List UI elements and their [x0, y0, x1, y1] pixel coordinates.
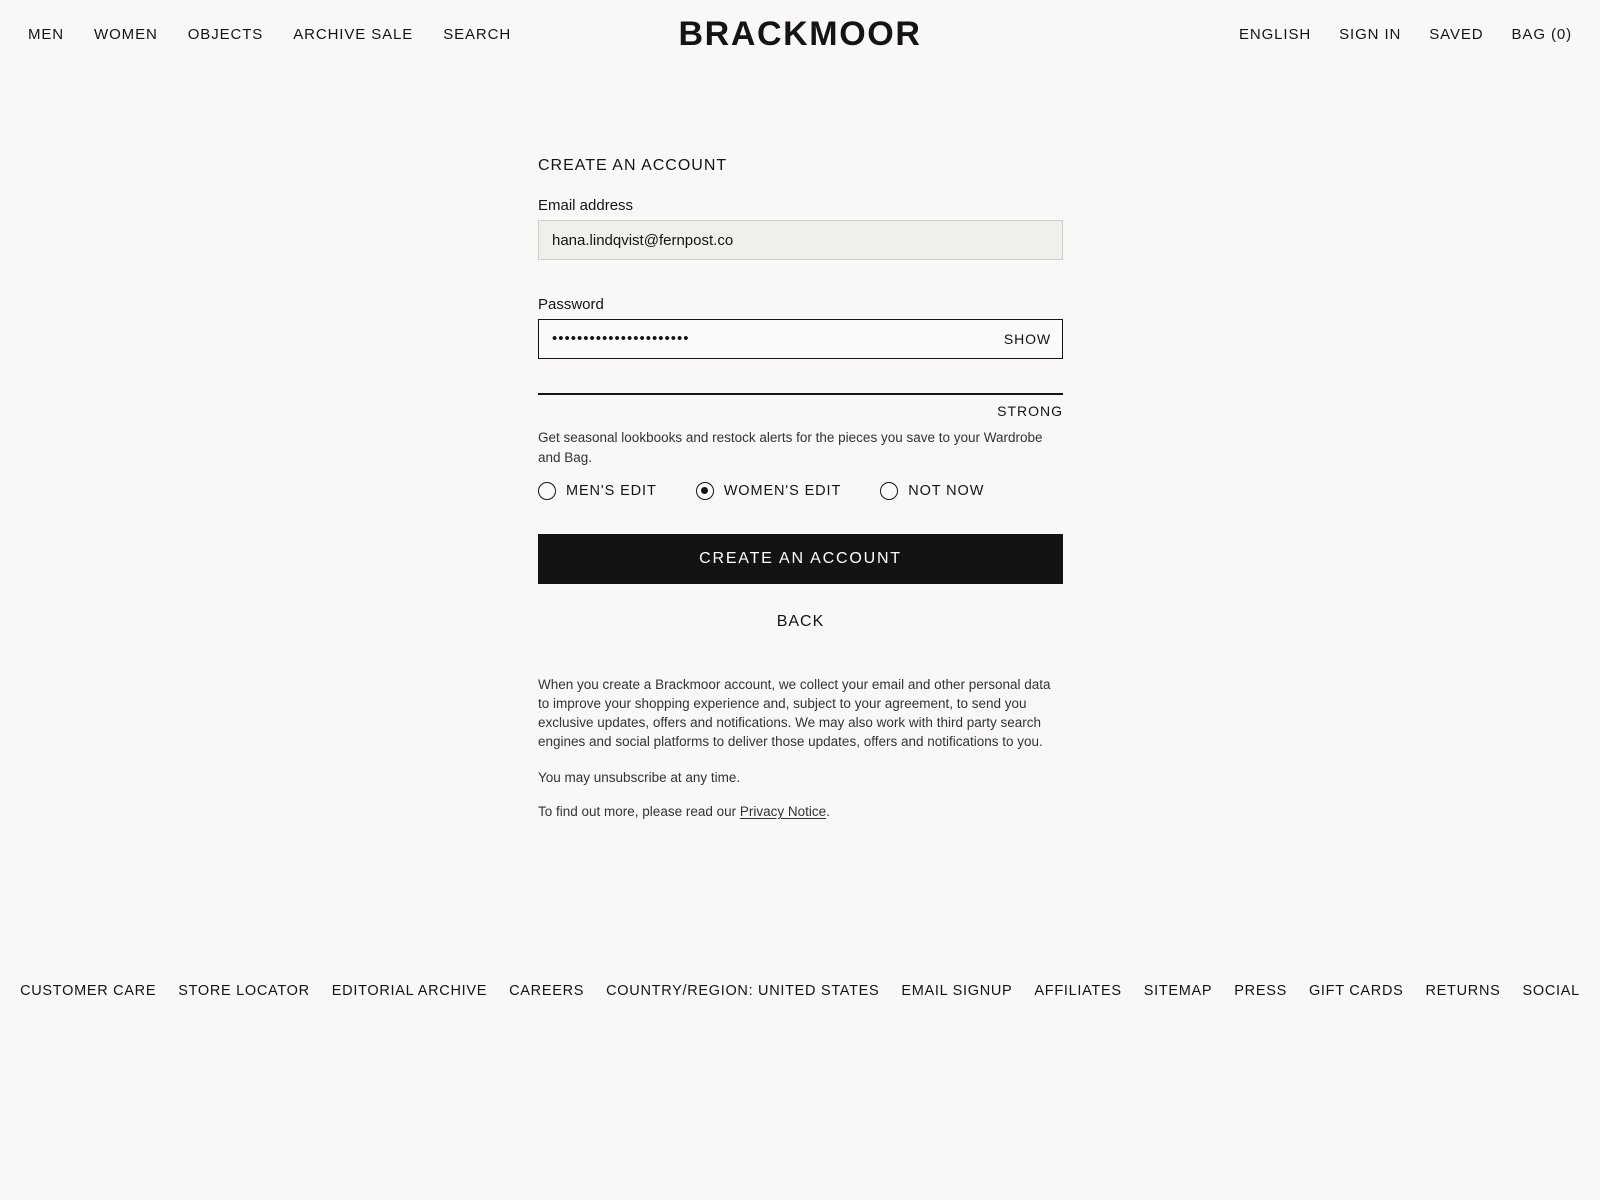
footer-gift-cards[interactable]: GIFT CARDS [1308, 983, 1404, 999]
footer-press[interactable]: PRESS [1234, 983, 1287, 999]
nav-sign-in[interactable]: SIGN IN [1339, 26, 1402, 43]
unsubscribe-note: You may unsubscribe at any time. [538, 770, 741, 785]
back-link[interactable]: BACK [776, 613, 825, 630]
nav-search[interactable]: SEARCH [443, 26, 512, 43]
privacy-notice-link[interactable]: Privacy Notice [739, 804, 827, 819]
nav-objects[interactable]: OBJECTS [187, 26, 264, 43]
password-label: Password [538, 296, 604, 313]
privacy-note-suffix: . [826, 804, 830, 819]
radio-not-now[interactable] [880, 482, 984, 500]
create-account-button[interactable]: CREATE AN ACCOUNT [538, 534, 1063, 584]
show-password-button[interactable]: SHOW [1003, 331, 1051, 347]
footer-affiliates[interactable]: AFFILIATES [1034, 983, 1122, 999]
create-account-form [538, 156, 1063, 821]
marketing-description: Get seasonal lookbooks and restock alerts for the pieces you save to your Wardrobe and Bag. [538, 430, 1043, 465]
privacy-note-prefix: To find out more, please read our [538, 804, 740, 819]
radio-button-icon[interactable] [696, 482, 714, 500]
password-strength-label: STRONG [997, 403, 1063, 419]
footer-customer-care[interactable]: CUSTOMER CARE [20, 983, 157, 999]
password-field[interactable] [539, 320, 979, 357]
radio-label: MEN'S EDIT [566, 483, 657, 499]
footer-careers[interactable]: CAREERS [509, 983, 585, 999]
page-title: CREATE AN ACCOUNT [538, 157, 728, 174]
footer-social[interactable]: SOCIAL [1522, 983, 1580, 999]
footer-sitemap[interactable]: SITEMAP [1143, 983, 1213, 999]
brand-logo[interactable]: BRACKMOOR [678, 15, 922, 53]
nav-archive-sale[interactable]: ARCHIVE SALE [293, 26, 414, 43]
radio-button-icon[interactable] [538, 482, 556, 500]
footer-editorial-archive[interactable]: EDITORIAL ARCHIVE [331, 983, 488, 999]
radio-button-icon[interactable] [880, 482, 898, 500]
nav-bag[interactable]: BAG (0) [1511, 26, 1572, 43]
edit-preference-radio-group [538, 481, 1063, 501]
email-label: Email address [538, 197, 634, 214]
privacy-note [538, 802, 1063, 821]
radio-label: NOT NOW [908, 483, 985, 499]
radio-womens-edit[interactable] [696, 482, 841, 500]
footer-email-signup[interactable]: EMAIL SIGNUP [901, 983, 1013, 999]
nav-women[interactable]: WOMEN [94, 26, 158, 43]
email-field[interactable] [538, 220, 1063, 260]
password-strength-fill [538, 393, 1063, 395]
footer-returns[interactable]: RETURNS [1425, 983, 1501, 999]
nav-language[interactable]: ENGLISH [1238, 26, 1312, 43]
legal-notice [538, 675, 1063, 821]
footer-country-region[interactable]: COUNTRY/REGION: UNITED STATES [606, 983, 880, 999]
radio-label: WOMEN'S EDIT [723, 483, 842, 499]
account-nav [1211, 26, 1572, 44]
password-field-wrapper [538, 319, 1063, 359]
nav-saved[interactable]: SAVED [1429, 26, 1484, 43]
footer-store-locator[interactable]: STORE LOCATOR [178, 983, 310, 999]
site-footer [0, 982, 1600, 1000]
site-header [0, 0, 1600, 70]
radio-mens-edit[interactable] [538, 482, 657, 500]
nav-men[interactable]: MEN [28, 26, 65, 43]
password-strength-meter [538, 393, 1063, 395]
legal-paragraph: When you create a Brackmoor account, we collect your email and other personal data to improve your shopping experience and, subject to your agreement, to send you exclusive updates, offers and notifications. We may also work with third party search engines and social platforms to deliver those updates, offers and notifications to you. [538, 677, 1051, 749]
